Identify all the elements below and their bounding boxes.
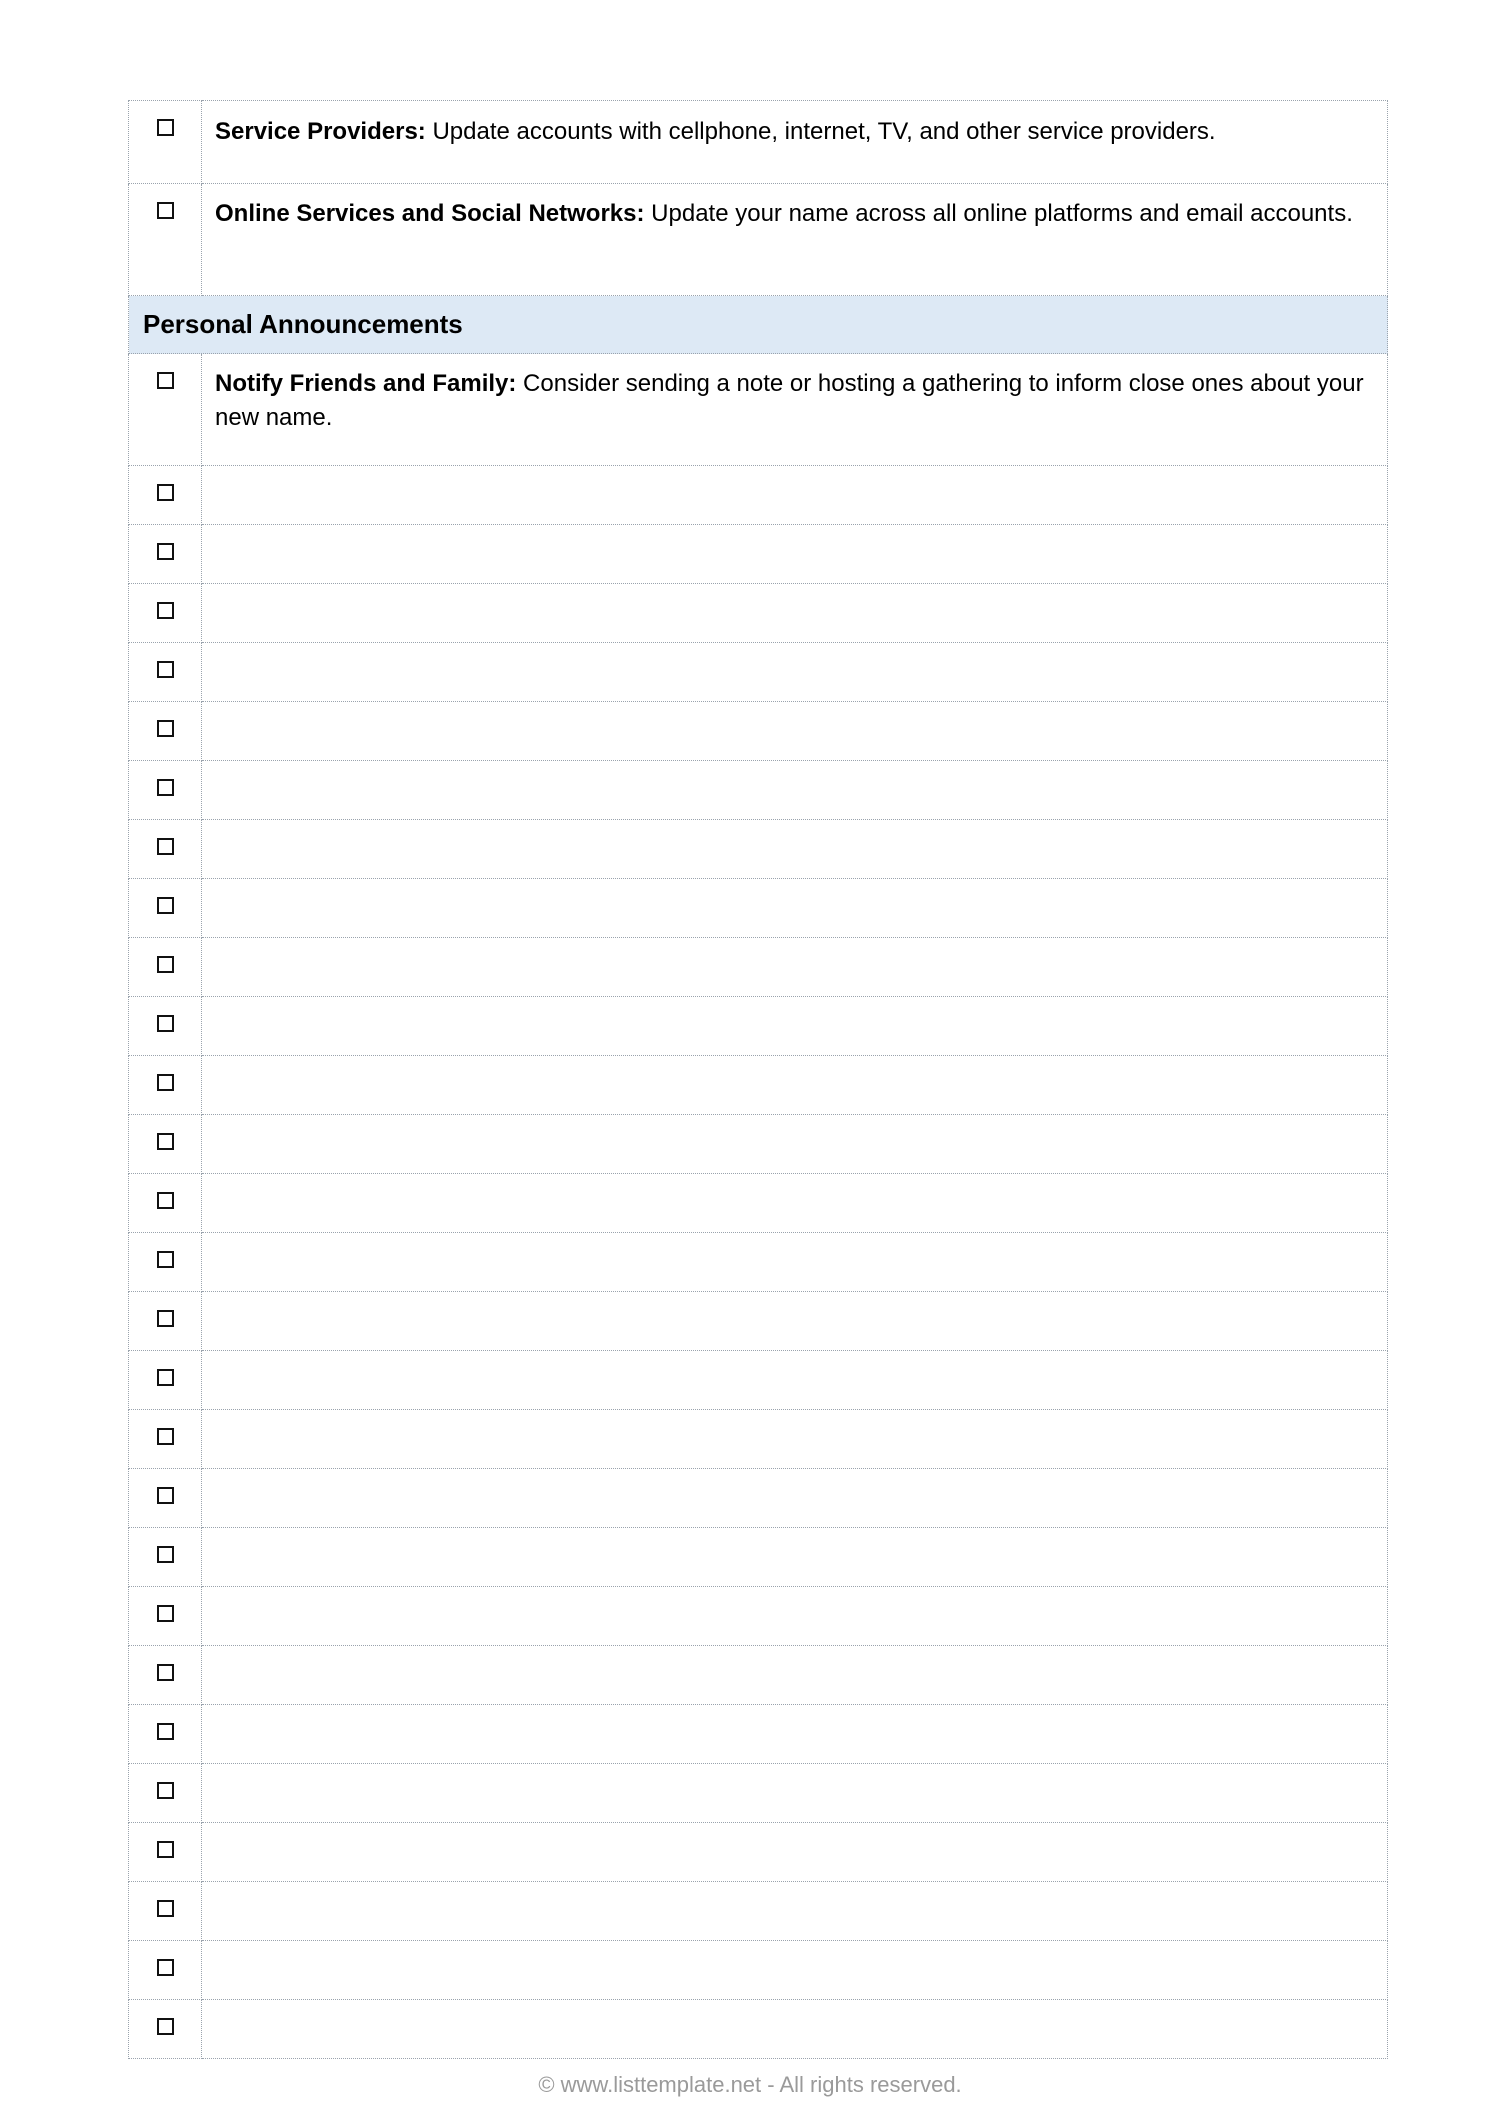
blank-text-cell[interactable] [202,1410,1388,1469]
item-description: Update accounts with cellphone, internet, TV, and other service providers. [425,118,1216,145]
checklist-row-blank [129,997,1388,1056]
checkbox-icon[interactable] [157,1546,174,1563]
checklist-row-blank [129,1233,1388,1292]
checklist-row-blank [129,1351,1388,1410]
checkbox-cell[interactable] [129,1115,202,1174]
checkbox-icon[interactable] [157,484,174,501]
item-description: Consider sending a note or hosting a gathering to inform close ones about your new name. [215,370,1364,431]
item-text-cell [202,184,1388,296]
checkbox-icon[interactable] [157,372,174,389]
checklist-row-blank [129,584,1388,643]
checkbox-cell[interactable] [129,1351,202,1410]
checklist-row-blank [129,1705,1388,1764]
item-description: Update your name across all online platforms and email accounts. [644,200,1353,227]
checkbox-cell[interactable] [129,643,202,702]
checkbox-icon[interactable] [157,779,174,796]
checkbox-icon[interactable] [157,1074,174,1091]
blank-text-cell[interactable] [202,2000,1388,2059]
section-title: Personal Announcements [129,296,1388,354]
blank-text-cell[interactable] [202,643,1388,702]
checklist-row-online-services [129,184,1388,296]
checkbox-cell[interactable] [129,1469,202,1528]
checklist-row-blank [129,1823,1388,1882]
checkbox-cell[interactable] [129,1823,202,1882]
section-header-row [129,296,1388,354]
checkbox-cell[interactable] [129,2000,202,2059]
checkbox-icon[interactable] [157,1192,174,1209]
blank-text-cell[interactable] [202,1764,1388,1823]
checklist-row-blank [129,1941,1388,2000]
checkbox-cell[interactable] [129,1174,202,1233]
checkbox-cell[interactable] [129,1646,202,1705]
blank-text-cell[interactable] [202,702,1388,761]
checkbox-cell[interactable] [129,1292,202,1351]
item-title: Service Providers: [215,118,426,145]
checkbox-icon[interactable] [157,1310,174,1327]
checkbox-cell[interactable] [129,1410,202,1469]
checkbox-icon[interactable] [157,1251,174,1268]
blank-text-cell[interactable] [202,1233,1388,1292]
checklist-row-blank [129,1292,1388,1351]
blank-text-cell[interactable] [202,1587,1388,1646]
checkbox-icon[interactable] [157,1841,174,1858]
checklist-row-blank [129,1646,1388,1705]
blank-text-cell[interactable] [202,997,1388,1056]
checklist-row-blank [129,1174,1388,1233]
blank-text-cell[interactable] [202,761,1388,820]
checklist-row-blank [129,938,1388,997]
checkbox-cell[interactable] [129,1882,202,1941]
checkbox-cell[interactable] [129,354,202,466]
checkbox-cell[interactable] [129,997,202,1056]
checkbox-cell[interactable] [129,761,202,820]
checklist-row-blank [129,1587,1388,1646]
blank-text-cell[interactable] [202,1115,1388,1174]
checkbox-cell[interactable] [129,584,202,643]
blank-text-cell[interactable] [202,820,1388,879]
checkbox-icon[interactable] [157,1133,174,1150]
blank-text-cell[interactable] [202,1351,1388,1410]
checklist-row-blank [129,820,1388,879]
checklist-row-blank [129,2000,1388,2059]
footer-copyright: © www.listtemplate.net - All rights reserved. [538,2072,962,2097]
checkbox-cell[interactable] [129,1528,202,1587]
checklist-table [128,100,1388,2059]
checkbox-cell[interactable] [129,820,202,879]
checklist-row-blank [129,761,1388,820]
checklist-row-blank [129,1469,1388,1528]
checklist-row-blank [129,879,1388,938]
checklist-row-blank [129,643,1388,702]
checklist-row-blank [129,1882,1388,1941]
item-text-cell [202,101,1388,184]
checklist-row-blank [129,1115,1388,1174]
checkbox-icon[interactable] [157,1605,174,1622]
checkbox-cell[interactable] [129,938,202,997]
checkbox-cell[interactable] [129,1941,202,2000]
checklist-row-blank [129,1528,1388,1587]
blank-text-cell[interactable] [202,466,1388,525]
checkbox-icon[interactable] [157,838,174,855]
blank-text-cell[interactable] [202,1056,1388,1115]
checkbox-icon[interactable] [157,602,174,619]
blank-text-cell[interactable] [202,1292,1388,1351]
checkbox-cell[interactable] [129,1233,202,1292]
blank-text-cell[interactable] [202,1528,1388,1587]
checkbox-icon[interactable] [157,661,174,678]
checklist-row-service-providers [129,101,1388,184]
checklist-row-blank [129,1410,1388,1469]
checklist-row-blank [129,702,1388,761]
checklist-row-blank [129,1056,1388,1115]
checkbox-icon[interactable] [157,1428,174,1445]
checkbox-icon[interactable] [157,720,174,737]
checkbox-cell[interactable] [129,879,202,938]
checkbox-cell[interactable] [129,525,202,584]
blank-text-cell[interactable] [202,938,1388,997]
checkbox-icon[interactable] [157,1723,174,1740]
checkbox-cell[interactable] [129,702,202,761]
checkbox-icon[interactable] [157,1015,174,1032]
blank-text-cell[interactable] [202,1941,1388,2000]
checkbox-icon[interactable] [157,1369,174,1386]
checkbox-cell[interactable] [129,1056,202,1115]
blank-text-cell[interactable] [202,879,1388,938]
checkbox-icon[interactable] [157,543,174,560]
blank-text-cell[interactable] [202,584,1388,643]
checkbox-icon[interactable] [157,897,174,914]
checkbox-icon[interactable] [157,1487,174,1504]
checkbox-cell[interactable] [129,1587,202,1646]
checkbox-cell[interactable] [129,184,202,296]
checkbox-cell[interactable] [129,466,202,525]
blank-text-cell[interactable] [202,525,1388,584]
item-title: Online Services and Social Networks: [215,200,645,227]
checklist-row-blank [129,525,1388,584]
item-text-cell [202,354,1388,466]
blank-text-cell[interactable] [202,1174,1388,1233]
checkbox-icon[interactable] [157,2018,174,2035]
blank-text-cell[interactable] [202,1469,1388,1528]
checkbox-icon[interactable] [157,1664,174,1681]
checkbox-cell[interactable] [129,1705,202,1764]
checklist-row-blank [129,466,1388,525]
blank-text-cell[interactable] [202,1705,1388,1764]
checkbox-icon[interactable] [157,1900,174,1917]
checkbox-icon[interactable] [157,1782,174,1799]
checkbox-icon[interactable] [157,119,174,136]
checkbox-cell[interactable] [129,101,202,184]
blank-text-cell[interactable] [202,1882,1388,1941]
checklist-row-blank [129,1764,1388,1823]
checkbox-icon[interactable] [157,1959,174,1976]
checkbox-icon[interactable] [157,956,174,973]
checkbox-icon[interactable] [157,202,174,219]
item-title: Notify Friends and Family: [215,370,517,397]
blank-text-cell[interactable] [202,1823,1388,1882]
blank-text-cell[interactable] [202,1646,1388,1705]
checklist-row-notify-friends [129,354,1388,466]
checkbox-cell[interactable] [129,1764,202,1823]
